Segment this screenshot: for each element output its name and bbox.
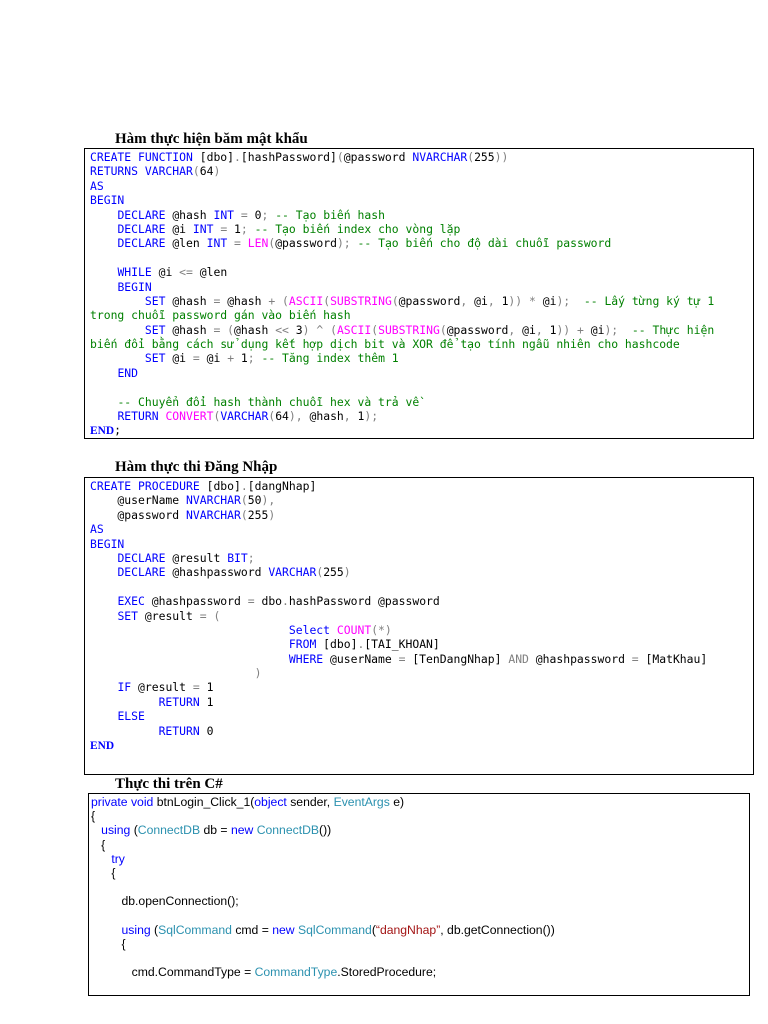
code-token: cmd = xyxy=(235,922,273,937)
code-token: = xyxy=(240,207,255,222)
code-token: IF xyxy=(117,680,139,695)
code-token: -- Tạo biến index cho vòng lặp xyxy=(254,221,461,236)
code-line xyxy=(90,208,714,222)
code-line xyxy=(90,609,707,623)
code-token: -- Chuyển đổi hash thành chuỗi hex và trả về xyxy=(117,394,420,409)
code-token: . xyxy=(240,479,248,493)
code-token: dbo xyxy=(261,594,283,609)
code-line xyxy=(90,724,707,738)
code-token: .StoredProcedure; xyxy=(337,965,437,980)
code-token: @password xyxy=(446,322,509,337)
code-token: Select xyxy=(288,622,337,637)
code-token: 1 xyxy=(206,694,214,709)
code-token: BIT xyxy=(227,550,248,565)
code-token: BEGIN xyxy=(90,193,125,208)
code-token: ( xyxy=(439,322,447,337)
code-token: SqlCommand xyxy=(158,922,236,937)
code-token: ( xyxy=(240,507,248,522)
code-token xyxy=(90,680,117,694)
code-token xyxy=(90,366,117,380)
code-line xyxy=(90,265,714,279)
code-token: + ( xyxy=(268,293,289,308)
code-token: = xyxy=(234,236,248,251)
code-line xyxy=(91,795,555,809)
code-token: , xyxy=(535,322,550,337)
code-token xyxy=(91,923,121,937)
code-token: @len xyxy=(199,265,228,280)
code-token: ; xyxy=(247,550,255,565)
code-token xyxy=(90,208,117,222)
code-token: ASCII xyxy=(288,293,324,308)
code-token: ASCII xyxy=(336,322,372,337)
code-token xyxy=(90,580,97,594)
code-line xyxy=(90,193,714,207)
code-token: 1 xyxy=(234,221,241,236)
code-token: 0 xyxy=(254,207,262,222)
code-line xyxy=(90,522,707,536)
code-token: cmd.CommandType = xyxy=(91,965,255,980)
code-token: . xyxy=(234,150,241,164)
code-token xyxy=(90,551,117,565)
code-line xyxy=(91,866,555,880)
code-token: -- Tạo biến hash xyxy=(275,207,385,222)
code-token: @userName xyxy=(330,651,399,666)
code-token: ); xyxy=(556,293,584,308)
code-token: DECLARE xyxy=(117,207,173,222)
code-token: RETURN xyxy=(158,723,207,738)
code-line xyxy=(90,409,714,423)
code-token: SET xyxy=(144,293,173,308)
code-token: ; xyxy=(240,221,255,236)
code-token: @hashpassword xyxy=(535,651,632,666)
code-token: AS xyxy=(90,178,104,193)
code-token: )) xyxy=(494,150,509,164)
code-token: @i xyxy=(474,293,488,308)
section-heading-login: Hàm thực thi Đăng Nhập xyxy=(115,459,278,475)
code-line xyxy=(90,652,707,666)
code-token: EventArgs xyxy=(333,795,394,809)
code-token: { xyxy=(91,936,126,951)
code-token: db = xyxy=(203,823,231,838)
code-token: @hash xyxy=(234,322,276,337)
code-token: END xyxy=(90,740,115,753)
code-token: RETURN xyxy=(117,409,166,424)
code-token: @result xyxy=(144,608,200,623)
code-token: 1 xyxy=(357,409,365,424)
code-token: 255 xyxy=(323,565,344,580)
code-token: INT xyxy=(213,207,241,222)
code-token: -- Tạo biến cho độ dài chuỗi password xyxy=(357,236,612,251)
code-token: 64 xyxy=(199,164,214,179)
code-token: 50 xyxy=(247,493,262,508)
code-line xyxy=(91,923,555,937)
code-token: trong chuỗi password gán vào biến hash xyxy=(90,308,351,323)
code-token: [dbo] xyxy=(206,479,241,493)
code-line xyxy=(90,423,714,437)
code-token xyxy=(90,565,117,579)
code-line xyxy=(90,323,714,337)
code-token: = xyxy=(631,651,646,666)
code-token: e) xyxy=(393,795,405,809)
code-line xyxy=(91,823,555,837)
code-token: EXEC xyxy=(117,594,152,609)
code-token: ( xyxy=(371,922,376,937)
code-token: @hash xyxy=(172,293,214,308)
code-token: ), xyxy=(261,493,276,508)
code-token xyxy=(90,280,117,294)
code-token: @hash xyxy=(172,322,214,337)
code-token: ); xyxy=(604,322,632,337)
code-token xyxy=(90,609,117,623)
code-token: @hashpassword xyxy=(151,594,248,609)
code-line xyxy=(91,838,555,852)
code-token: AS xyxy=(90,522,104,537)
code-token xyxy=(90,594,117,608)
code-token: , xyxy=(343,409,358,424)
code-token: DECLARE xyxy=(117,565,173,580)
code-token: + xyxy=(227,351,241,366)
code-block xyxy=(91,795,555,979)
code-token: ( xyxy=(391,293,399,308)
code-token: DECLARE xyxy=(117,221,173,236)
code-token: ); xyxy=(364,409,379,424)
code-token xyxy=(90,409,117,423)
code-token: ); xyxy=(336,236,358,251)
code-token: @password xyxy=(343,150,413,164)
code-token xyxy=(90,666,255,680)
code-token xyxy=(90,236,117,250)
code-token xyxy=(90,709,117,723)
code-token: AND xyxy=(508,651,536,666)
code-token: using xyxy=(101,823,134,838)
code-token xyxy=(91,880,94,894)
code-token: (*) xyxy=(371,622,392,637)
code-line xyxy=(90,580,707,594)
code-token: ( xyxy=(467,150,475,164)
code-token: , db.getConnection()) xyxy=(440,922,555,937)
code-token xyxy=(91,951,94,965)
code-token: END xyxy=(117,365,139,380)
code-token: ( xyxy=(192,164,200,179)
code-token: @hash xyxy=(227,293,269,308)
code-token: ( xyxy=(336,150,344,164)
code-token: INT xyxy=(192,221,221,236)
code-token: 1 xyxy=(501,293,509,308)
code-token: WHILE xyxy=(117,265,159,280)
code-token: LEN xyxy=(247,236,269,251)
code-token: , xyxy=(460,293,475,308)
code-line xyxy=(90,337,714,351)
code-token: db.openConnection(); xyxy=(91,894,239,909)
code-line xyxy=(90,395,714,409)
code-token: , xyxy=(508,322,523,337)
code-token: ( xyxy=(240,493,248,508)
code-token: using xyxy=(121,922,155,937)
code-token: sender, xyxy=(290,795,334,809)
code-token: NVARCHAR xyxy=(412,150,468,164)
code-token: new xyxy=(272,922,298,937)
code-token: )) * xyxy=(508,293,543,308)
code-token: [TenDangNhap] xyxy=(412,651,509,666)
code-token: 0 xyxy=(206,723,214,738)
code-token: END xyxy=(90,425,115,438)
code-token: 255 xyxy=(474,150,495,164)
code-box-csharp xyxy=(88,793,750,996)
code-line xyxy=(90,351,714,365)
code-token: ( xyxy=(268,236,276,251)
code-token xyxy=(90,395,117,409)
code-token: @password xyxy=(90,507,187,522)
code-token: SET xyxy=(144,322,173,337)
code-token: [dbo] xyxy=(323,637,358,652)
code-token: = xyxy=(398,651,413,666)
code-token: ; xyxy=(261,207,276,222)
code-token xyxy=(91,823,101,837)
code-line xyxy=(90,493,707,507)
code-token xyxy=(91,852,111,866)
code-token xyxy=(90,695,159,709)
code-token: [hashPassword] xyxy=(240,150,337,164)
code-token: ( xyxy=(323,293,331,308)
code-token: btnLogin_Click_1( xyxy=(156,795,255,809)
code-token: ( xyxy=(213,409,221,424)
code-line xyxy=(90,280,714,294)
code-line xyxy=(90,251,714,265)
code-token: DECLARE xyxy=(117,236,173,251)
code-line xyxy=(91,937,555,951)
code-token: = xyxy=(247,594,262,609)
code-token: @hashpassword xyxy=(172,565,269,580)
section-heading-csharp: Thực thi trên C# xyxy=(115,776,223,792)
code-token: @len xyxy=(172,236,207,251)
code-line xyxy=(91,880,555,894)
code-token: ( xyxy=(154,922,159,937)
code-token: @i xyxy=(172,351,193,366)
code-box-hash-function xyxy=(84,148,754,439)
code-token: SET xyxy=(117,608,145,623)
code-line xyxy=(90,236,714,250)
code-token: @result xyxy=(172,550,228,565)
code-token: ; xyxy=(247,351,262,366)
code-line xyxy=(90,709,707,723)
code-line xyxy=(90,294,714,308)
code-token: = xyxy=(192,351,207,366)
code-token: SUBSTRING xyxy=(330,293,392,308)
code-token: CREATE FUNCTION xyxy=(90,150,200,164)
code-token: @password xyxy=(398,293,461,308)
code-token: NVARCHAR xyxy=(186,493,241,508)
code-token: , xyxy=(487,293,502,308)
code-line xyxy=(90,308,714,322)
code-token: VARCHAR xyxy=(220,409,269,424)
code-line xyxy=(90,366,714,380)
code-token: try xyxy=(111,851,125,866)
code-token: CommandType xyxy=(254,965,338,980)
code-token: BEGIN xyxy=(117,279,152,294)
code-token: @i xyxy=(590,322,605,337)
code-token: { xyxy=(91,865,116,880)
code-line xyxy=(90,222,714,236)
code-token: @hash xyxy=(172,207,214,222)
code-token xyxy=(90,380,97,394)
code-token: [MatKhau] xyxy=(645,651,708,666)
code-line xyxy=(90,508,707,522)
code-token: 1 xyxy=(240,351,248,366)
code-token: @i xyxy=(206,351,228,366)
code-token: CONVERT xyxy=(165,409,214,424)
code-line xyxy=(90,479,707,493)
code-token: private void xyxy=(91,795,157,809)
code-token: BEGIN xyxy=(90,536,125,551)
code-block xyxy=(90,479,707,752)
code-token: 1 xyxy=(549,322,557,337)
code-token: 1 xyxy=(206,680,214,695)
code-token: = xyxy=(213,293,228,308)
code-token: )) + xyxy=(556,322,591,337)
code-token: = ( xyxy=(213,322,235,337)
code-token: SUBSTRING xyxy=(378,322,440,337)
code-token: CREATE PROCEDURE xyxy=(90,479,207,493)
code-token: ( xyxy=(371,322,379,337)
code-line xyxy=(91,965,555,979)
code-token: = xyxy=(220,221,235,236)
code-token: 255 xyxy=(247,507,269,522)
code-token xyxy=(90,251,97,265)
code-token: -- Tăng index thêm 1 xyxy=(261,351,399,366)
code-token xyxy=(90,652,289,666)
code-token: @result xyxy=(138,680,193,695)
code-token: @userName xyxy=(90,493,187,508)
code-token: . xyxy=(357,637,365,652)
code-token xyxy=(90,637,289,651)
code-token: ; xyxy=(114,423,121,438)
code-token: << xyxy=(275,322,296,337)
code-token: @hash xyxy=(309,409,344,424)
code-token: { xyxy=(91,809,96,824)
code-token: @password xyxy=(275,236,337,251)
code-line xyxy=(90,537,707,551)
code-token: 64 xyxy=(275,409,289,424)
code-line xyxy=(90,551,707,565)
code-token: RETURN xyxy=(158,694,207,709)
code-token: -- Lấy từng ký tự 1 xyxy=(583,293,715,308)
code-token: object xyxy=(254,795,291,809)
code-token: = xyxy=(192,680,207,695)
code-line xyxy=(90,695,707,709)
code-token: FROM xyxy=(288,637,324,652)
code-token: COUNT xyxy=(336,622,372,637)
code-token xyxy=(90,724,159,738)
code-token: 3 xyxy=(295,322,303,337)
code-token: { xyxy=(91,837,106,852)
code-token: ( xyxy=(268,409,276,424)
code-token: ( xyxy=(316,565,324,580)
code-token: <= xyxy=(179,265,200,280)
code-line xyxy=(91,951,555,965)
code-token: hashPassword @password xyxy=(288,594,440,609)
code-token: @i xyxy=(158,265,180,280)
code-line xyxy=(90,623,707,637)
code-token: ) xyxy=(268,507,276,522)
code-line xyxy=(90,637,707,651)
code-token: ConnectDB xyxy=(256,823,320,838)
code-token: NVARCHAR xyxy=(186,507,241,522)
code-line xyxy=(90,179,714,193)
code-token: INT xyxy=(206,236,235,251)
code-token: “dangNhap” xyxy=(375,922,441,937)
code-block xyxy=(90,150,714,438)
code-token xyxy=(91,909,94,923)
code-token: [dbo] xyxy=(199,150,235,164)
code-token: ELSE xyxy=(117,709,145,724)
code-box-login-procedure xyxy=(84,477,754,775)
code-token: VARCHAR xyxy=(268,565,317,580)
code-line xyxy=(90,565,707,579)
code-token: . xyxy=(282,594,289,609)
code-token: ()) xyxy=(319,823,332,838)
code-token: ) xyxy=(343,565,351,580)
code-line xyxy=(91,909,555,923)
code-line xyxy=(91,852,555,866)
code-token xyxy=(90,265,117,279)
code-token: [TAI_KHOAN] xyxy=(364,637,440,652)
section-heading-hash: Hàm thực hiện băm mật khẩu xyxy=(115,131,308,147)
code-token: ) xyxy=(254,666,262,681)
code-token: ) ^ ( xyxy=(302,322,337,337)
code-token: new xyxy=(230,823,257,838)
code-token xyxy=(90,294,145,308)
code-token: ) xyxy=(213,164,221,179)
code-token: SET xyxy=(144,351,173,366)
code-token xyxy=(90,623,289,637)
code-line xyxy=(90,680,707,694)
code-token: = ( xyxy=(199,608,221,623)
code-token: DECLARE xyxy=(117,550,173,565)
code-token: SqlCommand xyxy=(297,922,372,937)
code-line xyxy=(90,666,707,680)
code-token: ( xyxy=(133,823,138,838)
code-token: [dangNhap] xyxy=(247,479,317,493)
code-token: biến đổi bằng cách sử dụng kết hợp dịch bit và XOR để tạo tính ngẫu nhiên cho hashcode xyxy=(90,337,680,352)
code-line xyxy=(90,594,707,608)
code-token xyxy=(90,222,117,236)
code-line xyxy=(90,738,707,752)
code-line xyxy=(90,150,714,164)
code-token: ), xyxy=(288,409,310,424)
code-token: @i xyxy=(172,221,193,236)
code-line xyxy=(91,809,555,823)
code-token: @i xyxy=(542,293,557,308)
code-token xyxy=(90,323,145,337)
code-token: @i xyxy=(522,322,536,337)
code-token xyxy=(90,351,145,365)
code-line xyxy=(90,380,714,394)
code-token: ConnectDB xyxy=(137,823,204,838)
code-line xyxy=(91,894,555,908)
code-token: WHERE xyxy=(288,651,331,666)
code-token: -- Thực hiện xyxy=(631,322,715,337)
code-line xyxy=(90,164,714,178)
code-token: RETURNS VARCHAR xyxy=(90,164,193,179)
